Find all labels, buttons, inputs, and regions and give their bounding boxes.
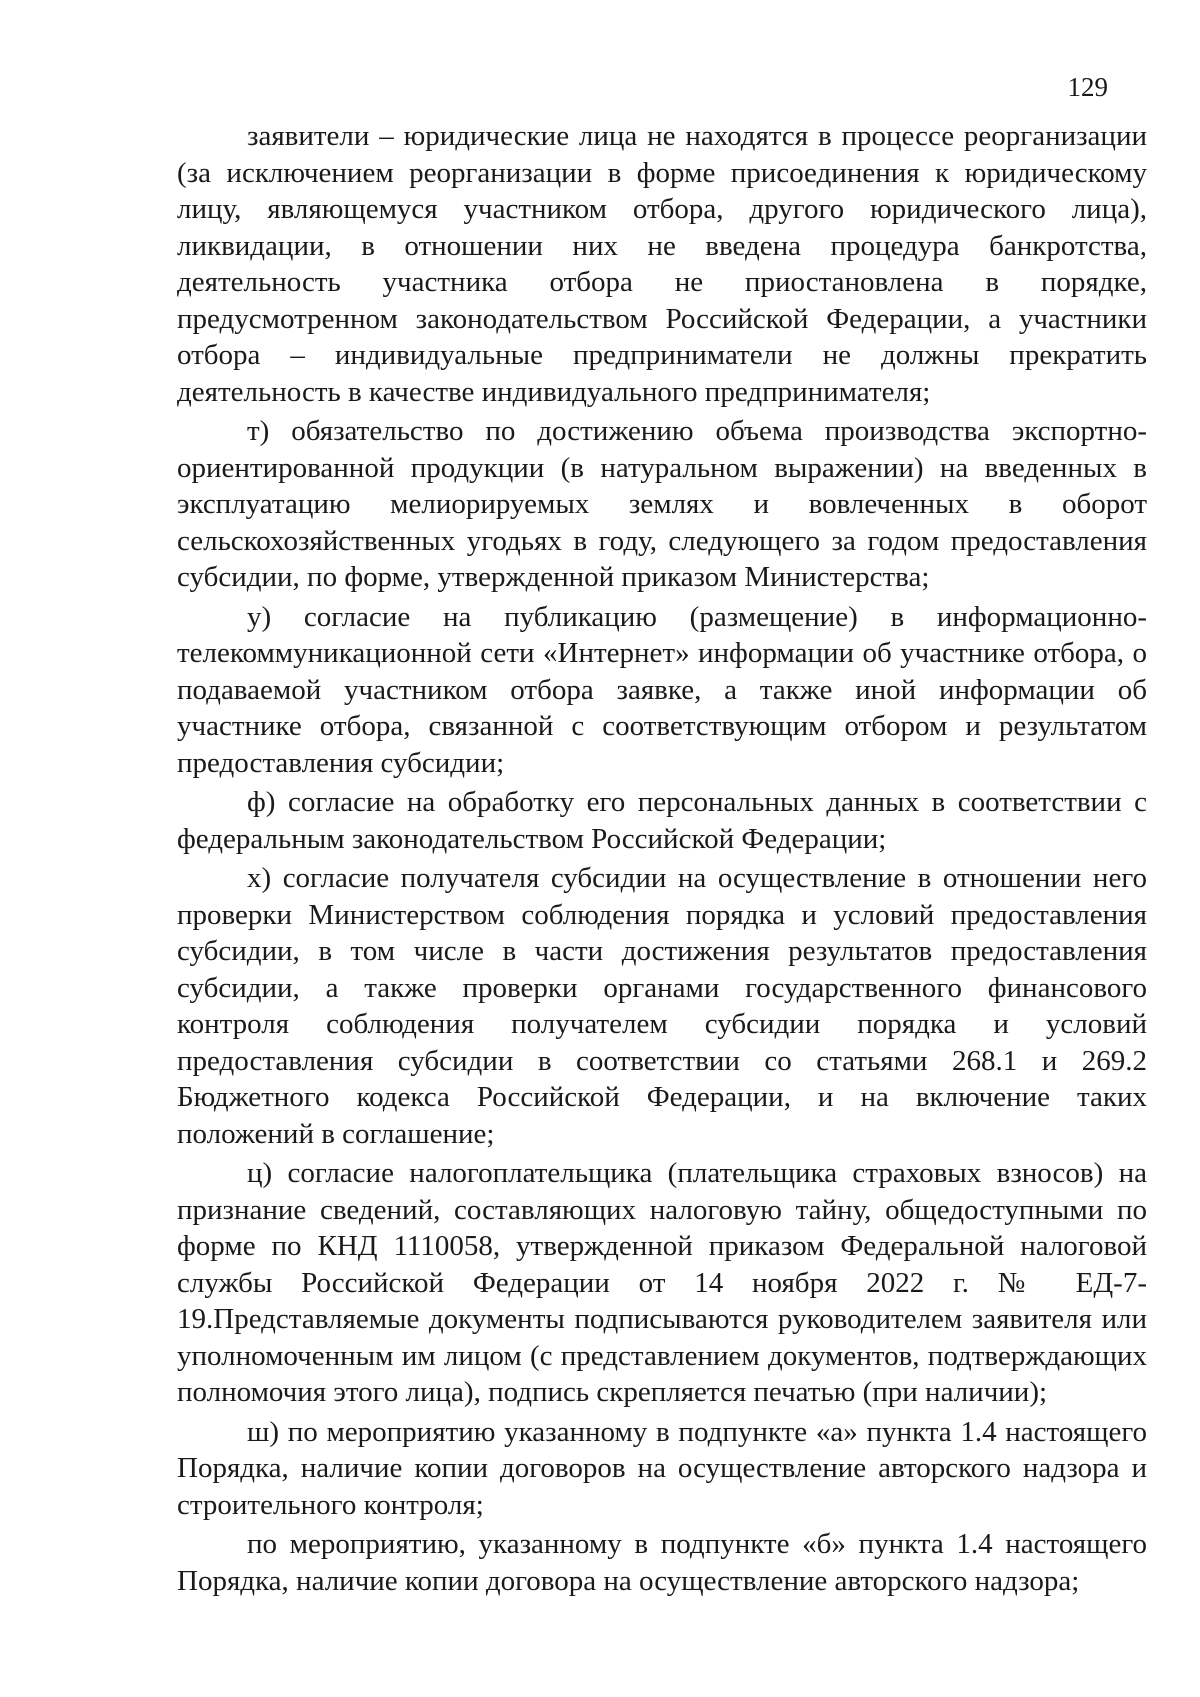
page-number: 129 xyxy=(1067,72,1108,102)
paragraph-item-ts: ц) согласие налогоплательщика (плательщика страховых взносов) на признание сведений, составляющих налоговую тайну, общедоступными по форме по КНД 1110058, утвержденной приказом Федеральной налоговой службы Российской Федерации от 14 ноября 2022 г. № ЕД-7-19.Представляемые документы подписываются руководителем заявителя или уполномоченным им лицом (с представлением документов, подтверждающих полномочия этого лица), подпись скрепляется печатью (при наличии); xyxy=(177,1157,1147,1408)
paragraph-measure-b: по мероприятию, указанному в подпункте «б» пункта 1.4 настоящего Порядка, наличие копии договора на осуществление авторского надзора; xyxy=(177,1528,1147,1597)
paragraph-item-t: т) обязательство по достижению объема производства экспортно-ориентированной продукции (в натуральном выражении) на введенных в эксплуатацию мелиорируемых землях и вовлеченных в оборот сельскохозяйственных угодьях в году, следующего за годом предоставления субсидии, по форме, утвержденной приказом Министерства; xyxy=(177,415,1147,593)
paragraph-item-u: у) согласие на публикацию (размещение) в информационно-телекоммуникационной сети «Интернет» информации об участнике отбора, о подаваемой участником отбора заявке, а также иной информации об участнике отбора, связанной с соответствующим отбором и результатом предоставления субсидии; xyxy=(177,600,1147,779)
paragraph-applicant-status: заявители – юридические лица не находятся в процессе реорганизации (за исключением реорганизации в форме присоединения к юридическому лицу, являющемуся участником отбора, другого юридического лица), ликвидации, в отношении них не введена процедура банкротства, деятельность участника отбора не приостановлена в порядке, предусмотренном законодательством Российской Федерации, а участники отбора – индивидуальные предприниматели не должны прекратить деятельность в качестве индивидуального предпринимателя; xyxy=(177,120,1147,408)
document-body xyxy=(177,118,1147,1602)
paragraph-item-sh: ш) по мероприятию указанному в подпункте «а» пункта 1.4 настоящего Порядка, наличие копии договоров на осуществление авторского надзора и строительного контроля; xyxy=(177,1415,1147,1521)
paragraph-item-kh: х) согласие получателя субсидии на осуществление в отношении него проверки Министерством соблюдения порядка и условий предоставления субсидии, в том числе в части достижения результатов предоставления субсидии, а также проверки органами государственного финансового контроля соблюдения получателем субсидии порядка и условий предоставления субсидии в соответствии со статьями 268.1 и 269.2 Бюджетного кодекса Российской Федерации, и на включение таких положений в соглашение; xyxy=(177,862,1147,1150)
paragraph-item-f: ф) согласие на обработку его персональных данных в соответствии с федеральным законодательством Российской Федерации; xyxy=(177,786,1147,855)
